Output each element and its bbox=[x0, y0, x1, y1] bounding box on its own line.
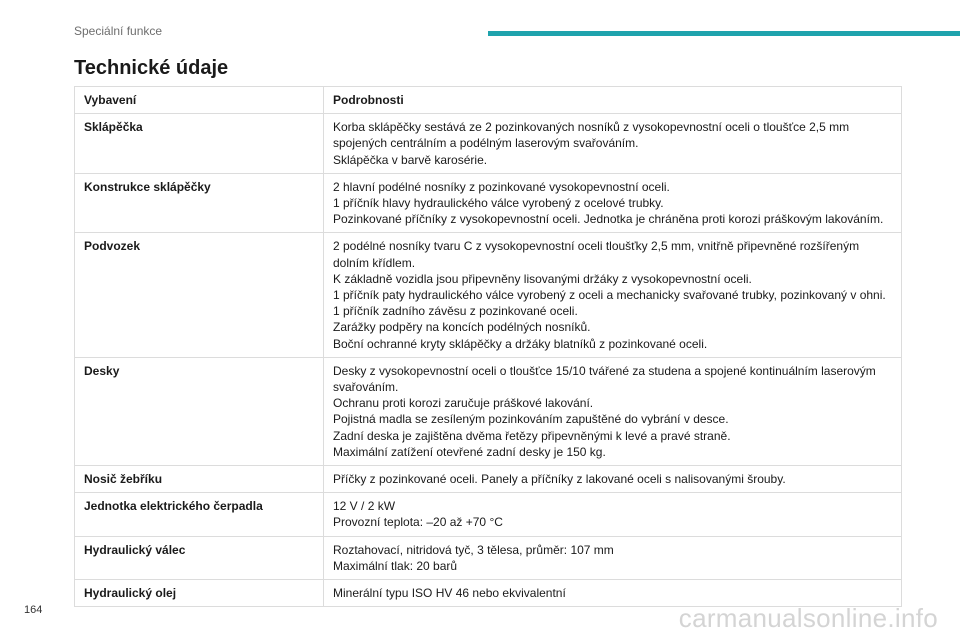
details-line: Pojistná madla se zesíleným pozinkováním zapuštěné do vybrání v desce. bbox=[333, 412, 729, 427]
details-line: Sklápěčka v barvě karosérie. bbox=[333, 152, 488, 167]
page-title: Technické údaje bbox=[74, 57, 229, 79]
equipment-cell: Desky bbox=[75, 357, 324, 465]
table-row bbox=[75, 466, 902, 493]
column-header-equipment: Vybavení bbox=[75, 87, 324, 114]
section-label: Speciální funkce bbox=[74, 24, 163, 38]
details-cell bbox=[324, 233, 902, 357]
details-line: dolním křídlem. bbox=[333, 255, 416, 270]
equipment-cell: Hydraulický válec bbox=[75, 536, 324, 579]
details-line: Pozinkované příčníky z vysokopevnostní oceli. Jednotka je chráněna proti korozi práškovým lakováním. bbox=[333, 212, 884, 227]
details-cell bbox=[324, 357, 902, 465]
details-line: Zadní deska je zajištěna dvěma řetězy připevněnými k levé a pravé straně. bbox=[333, 428, 731, 443]
details-line: Korba sklápěčky sestává ze 2 pozinkovaných nosníků z vysokopevnostní oceli o tloušťce 2,5 mm bbox=[333, 120, 850, 135]
equipment-cell: Konstrukce sklápěčky bbox=[75, 173, 324, 233]
equipment-cell: Hydraulický olej bbox=[75, 580, 324, 607]
table-row bbox=[75, 536, 902, 579]
equipment-cell: Podvozek bbox=[75, 233, 324, 357]
details-line: Ochranu proti korozi zaručuje práškové lakování. bbox=[333, 396, 594, 411]
details-line: K základně vozidla jsou připevněny lisovanými držáky z vysokopevnostní oceli. bbox=[333, 271, 752, 286]
table-header-row bbox=[75, 87, 902, 114]
details-line: Maximální tlak: 20 barů bbox=[333, 558, 458, 573]
header-accent-bar bbox=[488, 31, 960, 36]
details-line: Maximální zatížení otevřené zadní desky je 150 kg. bbox=[333, 444, 606, 459]
table-row bbox=[75, 114, 902, 174]
details-line: svařováním. bbox=[333, 380, 399, 395]
spec-table-body bbox=[75, 114, 902, 607]
details-line: 2 hlavní podélné nosníky z pozinkované vysokopevnostní oceli. bbox=[333, 179, 670, 194]
details-line: Roztahovací, nitridová tyč, 3 tělesa, průměr: 107 mm bbox=[333, 542, 614, 557]
equipment-cell: Sklápěčka bbox=[75, 114, 324, 174]
details-cell bbox=[324, 493, 902, 536]
details-line: 1 příčník paty hydraulického válce vyrobený z oceli a mechanicky svařované trubky, pozinkovaný v ohni. bbox=[333, 288, 886, 303]
details-line: Provozní teplota: –20 až +70 °C bbox=[333, 515, 503, 530]
details-line: 1 příčník zadního závěsu z pozinkované oceli. bbox=[333, 304, 578, 319]
table-row bbox=[75, 173, 902, 233]
spec-table bbox=[74, 86, 902, 607]
equipment-cell: Jednotka elektrického čerpadla bbox=[75, 493, 324, 536]
details-cell bbox=[324, 114, 902, 174]
column-header-details: Podrobnosti bbox=[324, 87, 902, 114]
details-line: 2 podélné nosníky tvaru C z vysokopevnostní oceli tloušťky 2,5 mm, vnitřně připevněné rozšířeným bbox=[333, 239, 860, 254]
equipment-cell: Nosič žebříku bbox=[75, 466, 324, 493]
details-line: spojených centrálním a podélným laserovým svařováním. bbox=[333, 136, 639, 151]
table-row bbox=[75, 493, 902, 536]
watermark: carmanualsonline.info bbox=[678, 603, 938, 633]
details-line: Desky z vysokopevnostní oceli o tloušťce 15/10 tvářené za studena a spojené kontinuálním laserovým bbox=[333, 363, 876, 378]
details-line: Boční ochranné kryty sklápěčky a držáky blatníků z pozinkované oceli. bbox=[333, 336, 708, 351]
details-cell bbox=[324, 173, 902, 233]
details-cell bbox=[324, 466, 902, 493]
table-row bbox=[75, 357, 902, 465]
page-number: 164 bbox=[24, 604, 43, 616]
details-cell bbox=[324, 536, 902, 579]
details-line: Minerální typu ISO HV 46 nebo ekvivalentní bbox=[333, 586, 566, 601]
details-line: Zarážky podpěry na koncích podélných nosníků. bbox=[333, 320, 591, 335]
details-line: 12 V / 2 kW bbox=[333, 499, 396, 514]
details-line: 1 příčník hlavy hydraulického válce vyrobený z ocelové trubky. bbox=[333, 196, 664, 211]
table-row bbox=[75, 233, 902, 357]
details-line: Příčky z pozinkované oceli. Panely a příčníky z lakované oceli s nalisovanými šrouby. bbox=[333, 472, 786, 487]
